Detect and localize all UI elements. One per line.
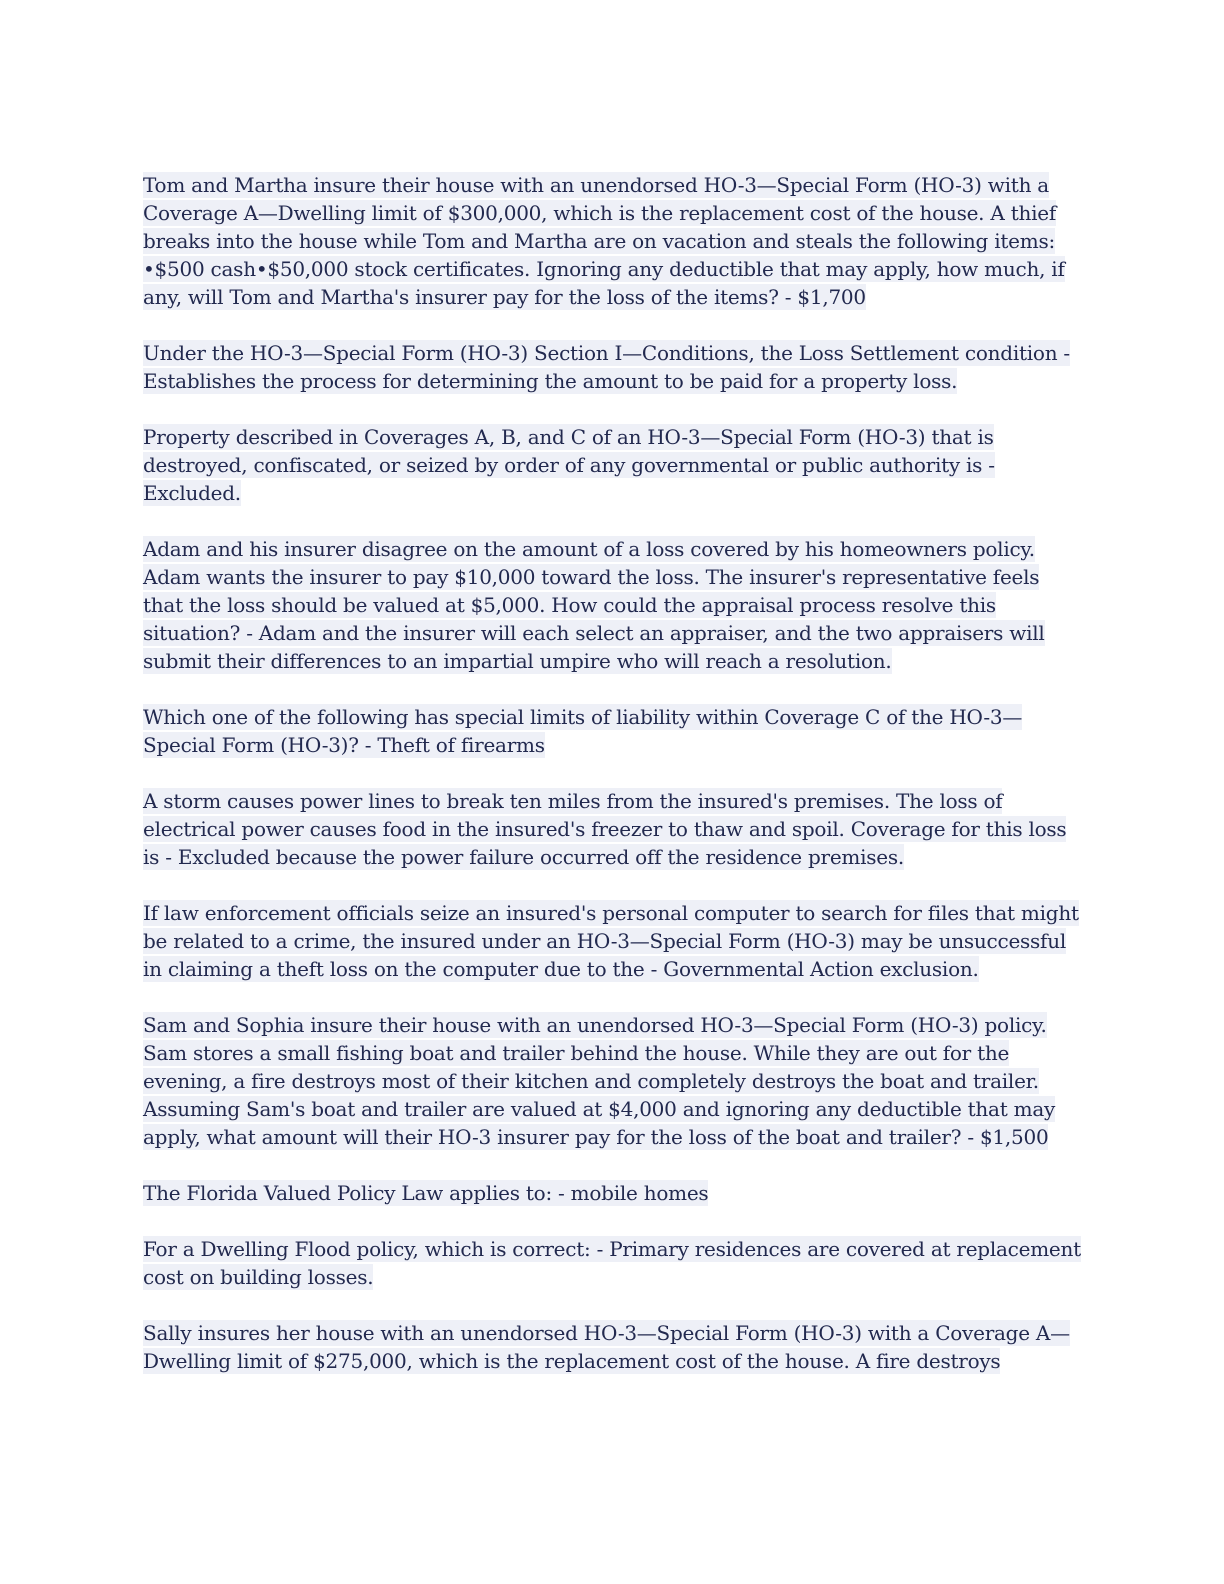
paragraph-text: Tom and Martha insure their house with an unendorsed HO-3—Special Form (HO-3) with a Coverage A—Dwelling limit of $300,000, which is the replacement cost of the house. A thief breaks into the house while Tom and Martha are on vacation and steals the following items: •$500 cash•$50,000 stock certificates. Ignoring any deductible that may apply, how much, if any, will Tom and Martha's insurer pay for the loss of the items? - $1,700	[143, 173, 1065, 309]
paragraph-10	[143, 1235, 1083, 1291]
paragraph-11	[143, 1319, 1083, 1375]
paragraph-text: If law enforcement officials seize an insured's personal computer to search for files that might be related to a crime, the insured under an HO-3—Special Form (HO-3) may be unsuccessful in claiming a theft loss on the computer due to the - Governmental Action exclusion.	[143, 901, 1079, 981]
paragraph-text: Property described in Coverages A, B, and C of an HO-3—Special Form (HO-3) that is destroyed, confiscated, or seized by order of any governmental or public authority is - Excluded.	[143, 425, 995, 505]
paragraph-text: Sam and Sophia insure their house with an unendorsed HO-3—Special Form (HO-3) policy. Sam stores a small fishing boat and trailer behind the house. While they are out for the evening, a fire destroys most of their kitchen and completely destroys the boat and trailer. Assuming Sam's boat and trailer are valued at $4,000 and ignoring any deductible that may apply, what amount will their HO-3 insurer pay for the loss of the boat and trailer? - $1,500	[143, 1013, 1056, 1149]
paragraph-text: A storm causes power lines to break ten miles from the insured's premises. The loss of electrical power causes food in the insured's freezer to thaw and spoil. Coverage for this loss is - Excluded because the power failure occurred off the residence premises.	[143, 789, 1067, 869]
paragraph-5	[143, 703, 1083, 759]
paragraph-2	[143, 339, 1083, 395]
paragraph-text: Sally insures her house with an unendorsed HO-3—Special Form (HO-3) with a Coverage A—Dwelling limit of $275,000, which is the replacement cost of the house. A fire destroys	[143, 1321, 1070, 1373]
paragraph-text: Which one of the following has special limits of liability within Coverage C of the HO-3—Special Form (HO-3)? - Theft of firearms	[143, 705, 1023, 757]
paragraph-text: Under the HO-3—Special Form (HO-3) Section I—Conditions, the Loss Settlement condition - Establishes the process for determining the amount to be paid for a property loss.	[143, 341, 1070, 393]
paragraph-4	[143, 535, 1083, 675]
paragraph-text: Adam and his insurer disagree on the amount of a loss covered by his homeowners policy. Adam wants the insurer to pay $10,000 toward the loss. The insurer's representative feels that the loss should be valued at $5,000. How could the appraisal process resolve this situation? - Adam and the insurer will each select an appraiser, and the two appraisers will submit their differences to an impartial umpire who will reach a resolution.	[143, 537, 1045, 673]
paragraph-7	[143, 899, 1083, 983]
paragraph-1	[143, 171, 1083, 311]
paragraph-8	[143, 1011, 1083, 1151]
paragraph-text: The Florida Valued Policy Law applies to: - mobile homes	[143, 1181, 709, 1205]
paragraph-9	[143, 1179, 1083, 1207]
paragraph-3	[143, 423, 1083, 507]
paragraph-6	[143, 787, 1083, 871]
document-body	[143, 171, 1083, 1403]
paragraph-text: For a Dwelling Flood policy, which is correct: - Primary residences are covered at replacement cost on building losses.	[143, 1237, 1081, 1289]
